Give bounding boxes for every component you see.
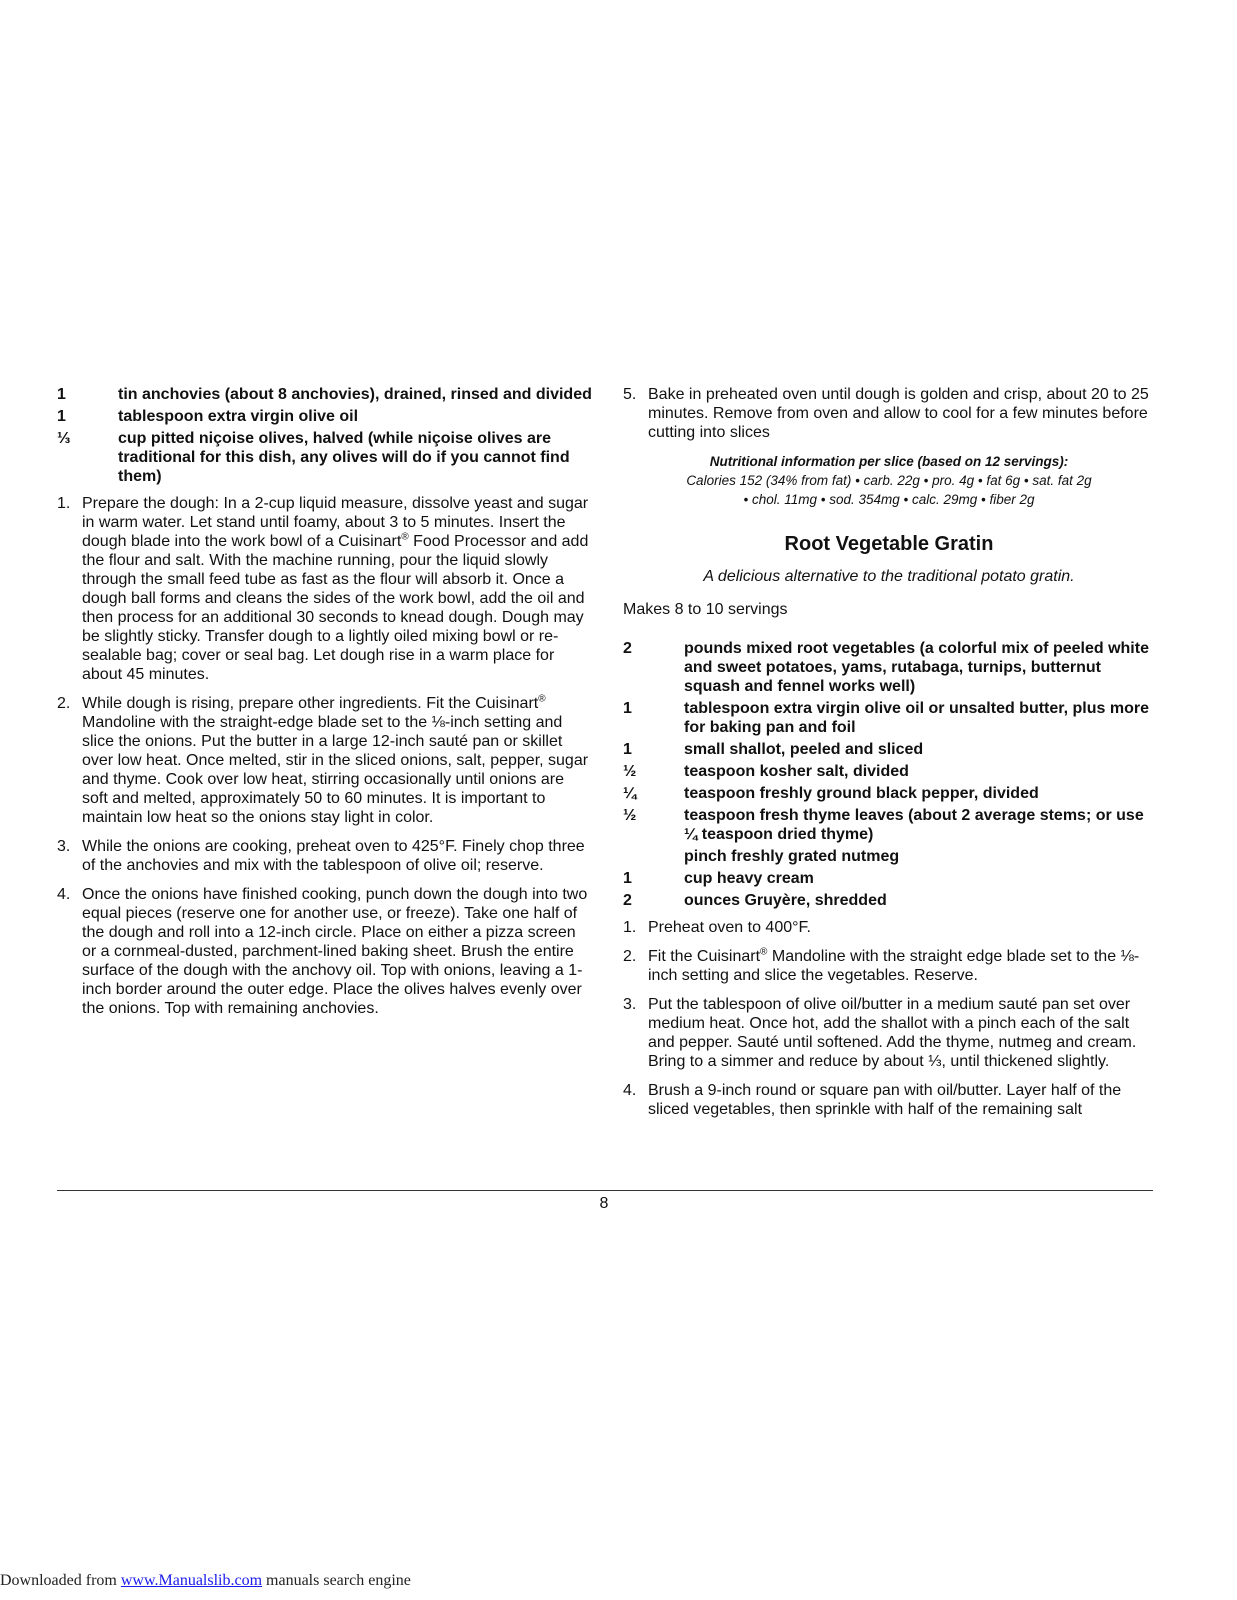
ingredient-item	[623, 639, 1155, 696]
instruction-step	[57, 837, 592, 875]
manualslib-link[interactable]: www.Manualslib.com	[120, 1572, 263, 1589]
ingredient-text: pounds mixed root vegetables (a colorful mix of peeled white and sweet potatoes, yams, rutabaga, turnips, butternut squash and fennel works well)	[684, 640, 1149, 695]
step-number: 4.	[623, 1082, 637, 1099]
instruction-step	[57, 494, 592, 684]
nutrition-heading: Nutritional information per slice (based on 12 servings):	[709, 454, 1069, 469]
right-column	[623, 385, 1155, 1129]
ingredient-quantity: ¼	[623, 785, 637, 802]
instruction-list	[57, 494, 592, 1018]
nutrition-line: • chol. 11mg • sod. 354mg • calc. 29mg • fiber 2g	[743, 492, 1035, 507]
ingredient-text: teaspoon fresh thyme leaves (about 2 average stems; or use ¼ teaspoon dried thyme)	[684, 807, 1144, 843]
step-number: 1.	[623, 919, 637, 936]
nutrition-info	[623, 452, 1155, 509]
ingredient-quantity: 1	[623, 870, 632, 887]
instruction-list	[623, 918, 1155, 1119]
step-text: Fit the Cuisinart® Mandoline with the straight edge blade set to the ⅛-inch setting and slice the vegetables. Reserve.	[648, 946, 1140, 984]
ingredient-item	[57, 429, 592, 486]
ingredient-quantity: 2	[623, 892, 632, 909]
step-text: While the onions are cooking, preheat oven to 425°F. Finely chop three of the anchovies and mix with the tablespoon of olive oil; reserve.	[82, 838, 585, 874]
ingredient-text: small shallot, peeled and sliced	[684, 741, 924, 758]
download-footer	[0, 1571, 411, 1590]
ingredient-text: tablespoon extra virgin olive oil	[118, 408, 359, 425]
footer-suffix: manuals search engine	[262, 1572, 411, 1589]
step-number: 2.	[57, 695, 71, 712]
step-number: 3.	[57, 838, 71, 855]
instruction-step	[623, 995, 1155, 1071]
page-number: 8	[599, 1195, 609, 1212]
step-text: While dough is rising, prepare other ingredients. Fit the Cuisinart® Mandoline with the straight-edge blade set to the ⅛-inch setting and slice the onions. Put the butter in a large 12-inch sauté pan or skillet over low heat. Once melted, stir in the sliced onions, salt, pepper, sugar and thyme. Cook over low heat, stirring occasionally until onions are soft and melted, approximately 50 to 60 minutes. It is important to maintain low heat so the onions stay light in color.	[82, 693, 589, 826]
instruction-step	[57, 694, 592, 827]
instruction-step	[623, 385, 1155, 442]
step-text: Once the onions have finished cooking, punch down the dough into two equal pieces (reserve one for another use, or freeze). Take one half of the dough and roll into a 12-inch circle. Place on either a pizza screen or a cornmeal-dusted, parchment-lined baking sheet. Brush the entire surface of the dough with the anchovy oil. Top with onions, leaving a 1-inch border around the outer edge. Place the olives halves evenly over the onions. Top with remaining anchovies.	[82, 886, 588, 1017]
ingredient-text: pinch freshly grated nutmeg	[684, 848, 900, 865]
instruction-step	[623, 918, 1155, 937]
instruction-step	[623, 1081, 1155, 1119]
ingredient-quantity: ½	[623, 763, 637, 780]
ingredient-quantity: 1	[623, 741, 632, 758]
recipe-title: Root Vegetable Gratin	[784, 533, 994, 555]
instruction-step	[623, 947, 1155, 985]
step-text: Put the tablespoon of olive oil/butter in a medium sauté pan set over medium heat. Once hot, add the shallot with a pinch each of the salt and pepper. Sauté until softened. Add the thyme, nutmeg and cream. Bring to a simmer and reduce by about ⅓, until thickened slightly.	[648, 996, 1137, 1070]
ingredient-text: tablespoon extra virgin olive oil or unsalted butter, plus more for baking pan and foil	[684, 700, 1149, 736]
ingredient-text: teaspoon kosher salt, divided	[684, 763, 909, 780]
step-text: Preheat oven to 400°F.	[648, 919, 811, 936]
step-number: 1.	[57, 495, 71, 512]
ingredient-item	[623, 699, 1155, 737]
registered-mark: ®	[538, 693, 546, 705]
ingredient-item	[623, 891, 1155, 910]
instruction-list-continued	[623, 385, 1155, 442]
ingredient-quantity: 1	[57, 408, 66, 425]
ingredient-item	[623, 806, 1155, 844]
ingredient-item	[623, 740, 1155, 759]
registered-mark: ®	[401, 531, 409, 543]
ingredient-text: cup heavy cream	[684, 870, 814, 887]
ingredient-quantity	[623, 847, 684, 866]
left-column	[57, 385, 592, 1028]
ingredient-text: teaspoon freshly ground black pepper, divided	[684, 785, 1039, 802]
ingredient-item	[57, 385, 592, 404]
ingredient-item	[623, 784, 1155, 803]
ingredient-quantity: ⅓	[57, 430, 71, 447]
footer-divider	[57, 1190, 1153, 1191]
step-number: 4.	[57, 886, 71, 903]
footer-prefix: Downloaded from	[0, 1572, 121, 1589]
ingredient-list	[623, 639, 1155, 910]
ingredient-item	[623, 847, 1155, 866]
step-text: Prepare the dough: In a 2-cup liquid measure, dissolve yeast and sugar in warm water. Let stand until foamy, about 3 to 5 minutes. Insert the dough blade into the work bowl of a Cuisinart® Food Processor and add the flour and salt. With the machine running, pour the liquid slowly through the small feed tube as fast as the flour will absorb it. Once a dough ball forms and cleans the sides of the work bowl, add the oil and then process for an additional 30 seconds to knead dough. Dough may be slightly sticky. Transfer dough to a lightly oiled mixing bowl or re-sealable bag; cover or seal bag. Let dough rise in a warm place for about 45 minutes.	[82, 495, 589, 683]
step-number: 5.	[623, 386, 637, 403]
ingredient-text: tin anchovies (about 8 anchovies), drained, rinsed and divided	[118, 386, 592, 403]
ingredient-quantity: ½	[623, 807, 637, 824]
ingredient-list	[57, 385, 592, 486]
registered-mark: ®	[760, 946, 768, 958]
step-number: 2.	[623, 948, 637, 965]
ingredient-item	[623, 762, 1155, 781]
step-text: Brush a 9-inch round or square pan with oil/butter. Layer half of the sliced vegetables, then sprinkle with half of the remaining salt	[648, 1082, 1122, 1118]
ingredient-item	[57, 407, 592, 426]
ingredient-quantity: 1	[57, 386, 66, 403]
step-text: Bake in preheated oven until dough is golden and crisp, about 20 to 25 minutes. Remove from oven and allow to cool for a few minutes before cutting into slices	[648, 386, 1149, 441]
nutrition-line: Calories 152 (34% from fat) • carb. 22g • pro. 4g • fat 6g • sat. fat 2g	[686, 473, 1092, 488]
ingredient-quantity: 2	[623, 640, 632, 657]
ingredient-item	[623, 869, 1155, 888]
instruction-step	[57, 885, 592, 1018]
ingredient-quantity: 1	[623, 700, 632, 717]
recipe-yield: Makes 8 to 10 servings	[623, 601, 788, 618]
recipe-subtitle: A delicious alternative to the traditional potato gratin.	[703, 568, 1075, 585]
ingredient-text: cup pitted niçoise olives, halved (while niçoise olives are traditional for this dish, any olives will do if you cannot find them)	[118, 430, 570, 485]
ingredient-text: ounces Gruyère, shredded	[684, 892, 887, 909]
step-number: 3.	[623, 996, 637, 1013]
